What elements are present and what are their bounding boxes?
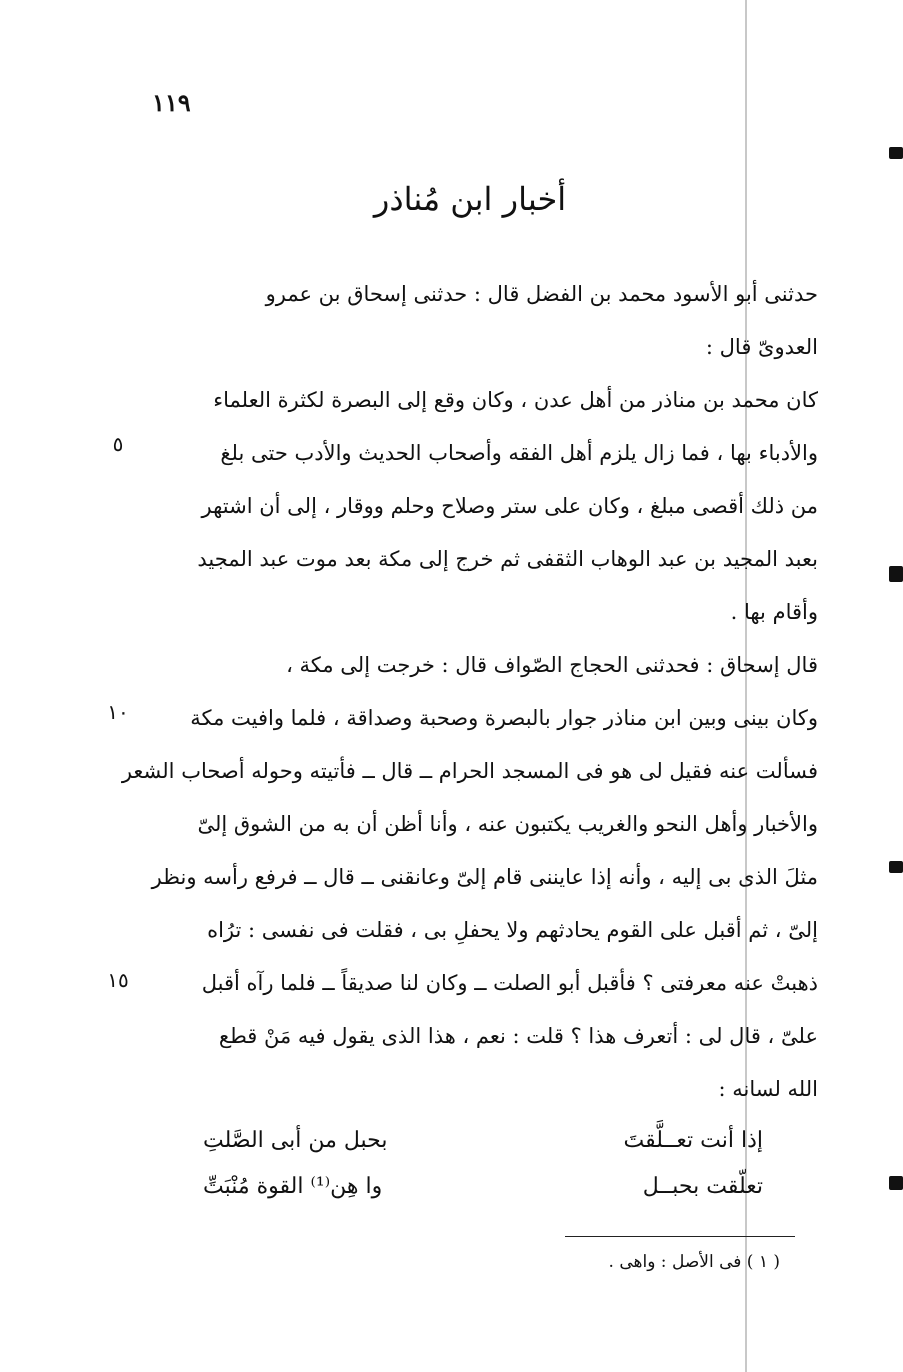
text-line: حدثنى أبو الأسود محمد بن الفضل قال : حدثنى إسحاق بن عمرو	[265, 282, 818, 306]
edge-mark	[889, 147, 903, 159]
body-text	[121, 268, 818, 1116]
chapter-title: أخبار ابن مُناذر	[373, 180, 567, 218]
text-line: مثلَ الذى بى إليه ، وأنه إذا عايننى قام إلىّ وعانقنى ــ قال ــ فرفع رأسه ونظر	[151, 865, 818, 889]
footnote: ( ١ ) فى الأصل : واهى .	[608, 1252, 780, 1272]
edge-mark	[889, 1176, 903, 1190]
verse-line	[203, 1128, 763, 1174]
text-line: وكان بينى وبين ابن مناذر جوار بالبصرة وصحبة وصداقة ، فلما وافيت مكة	[190, 706, 818, 730]
line-number: ٥	[112, 432, 124, 456]
text-line: والأدباء بها ، فما زال يلزم أهل الفقه وأصحاب الحديث والأدب حتى بلغ	[220, 441, 818, 465]
text-line: من ذلك أقصى مبلغ ، وكان على ستر وصلاح وحلم ووقار ، إلى أن اشتهر	[201, 494, 818, 518]
verse-hemistich-left: وا هِن⁽¹⁾ القوة مُنْبَتِّ	[203, 1174, 383, 1199]
text-line: بعبد المجيد بن عبد الوهاب الثقفى ثم خرج إلى مكة بعد موت عبد المجيد	[197, 547, 818, 571]
page-number: ١١٩	[152, 88, 191, 117]
verse-hemistich-right: إذا أنت تعــلَّقتَ	[623, 1128, 763, 1153]
line-number: ١٠	[107, 700, 129, 724]
verse-block	[200, 1128, 763, 1220]
text-line: قال إسحاق : فحدثنى الحجاج الصّواف قال : خرجت إلى مكة ،	[286, 653, 818, 677]
text-line: العدوىّ قال :	[705, 335, 818, 359]
line-number: ١٥	[107, 968, 129, 992]
text-line: كان محمد بن مناذر من أهل عدن ، وكان وقع إلى البصرة لكثرة العلماء	[213, 388, 818, 412]
verse-hemistich-left: بحبل من أبى الصَّلتِ	[203, 1128, 388, 1153]
text-line: وأقام بها .	[730, 600, 818, 624]
text-line: ذهبتْ عنه معرفتى ؟ فأقبل أبو الصلت ــ وكان لنا صديقاً ــ فلما رآه أقبل	[201, 971, 818, 995]
text-line: والأخبار وأهل النحو والغريب يكتبون عنه ، وأنا أظن أن به من الشوق إلىّ	[197, 812, 818, 836]
verse-hemistich-right: تعلّقت بحبــل	[642, 1174, 763, 1199]
text-line: فسألت عنه فقيل لى هو فى المسجد الحرام ــ قال ــ فأتيته وحوله أصحاب الشعر	[121, 759, 818, 783]
edge-mark	[889, 566, 903, 582]
edge-mark	[889, 861, 903, 873]
text-line: إلىّ ، ثم أقبل على القوم يحادثهم ولا يحفلِ بى ، فقلت فى نفسى : ترُاه	[207, 918, 818, 942]
footnote-divider	[565, 1236, 795, 1237]
text-line: الله لسانه :	[718, 1077, 818, 1101]
verse-line	[203, 1174, 763, 1220]
text-line: علىّ ، قال لى : أتعرف هذا ؟ قلت : نعم ، هذا الذى يقول فيه مَنْ قطع	[218, 1024, 818, 1048]
